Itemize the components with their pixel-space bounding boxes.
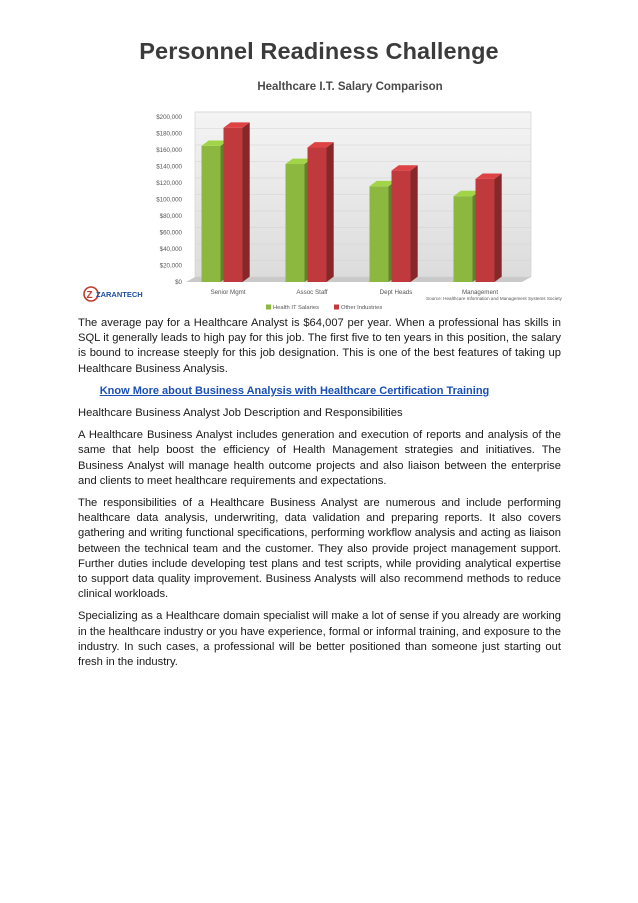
paragraph-specializing: Specializing as a Healthcare domain specialist will make a lot of sense if you already are working in the healthcare industry or you have experience, formal or informal training, and exposure to the industry. In such cases, a professional will be better positioned than someone just starting out fresh in the industry. — [78, 610, 561, 669]
y-tick-label: $200,000 — [156, 114, 182, 121]
paragraph-description: A Healthcare Business Analyst includes generation and execution of reports and analysis of the same that help boost the efficiency of Health Management strategies and initiatives. The Business Analyst will manage health outcome projects and also liaison between the enterprise and clients to meet healthcare requirements and expectations. — [78, 429, 561, 487]
bar-other-industries-2 — [392, 165, 418, 282]
y-tick-label: $140,000 — [156, 163, 182, 171]
category-label: Senior Mgmt — [210, 289, 246, 296]
bar-other-industries-0 — [224, 122, 250, 282]
y-tick-label: $160,000 — [156, 147, 182, 154]
category-label: Dept Heads — [379, 289, 413, 296]
legend-swatch — [266, 305, 271, 310]
bar-other-industries-3 — [476, 173, 502, 282]
y-tick-label: $0 — [175, 279, 182, 286]
zarantech-logo — [82, 280, 143, 308]
category-label: Management — [461, 289, 499, 296]
y-tick-label: $40,000 — [159, 246, 182, 253]
paragraph-responsibilities: The responsibilities of a Healthcare Business Analyst are numerous and include performing healthcare data analysis, underwriting, data validation and preparing reports. It also covers gathering and writing functional specifications, performing workflow analysis and acting as liaison between the technical team and the customer. They also provide project management support. Further duties include developing test plans and test scripts, while providing analytical expertise to support data quality improvement. Business Analysts will also recommend methods to reduce clinical workloads. — [78, 497, 561, 601]
chart-title: Healthcare I.T. Salary Comparison — [257, 81, 443, 93]
certification-training-link[interactable]: Know More about Business Analysis with Healthcare Certification Training — [99, 384, 490, 397]
salary-figure — [78, 32, 562, 311]
category-label: Assoc Staff — [296, 289, 328, 296]
svg-text:ZARANTECH: ZARANTECH — [96, 290, 143, 299]
svg-text:Z: Z — [86, 290, 93, 301]
article-body — [78, 316, 561, 677]
legend-label: Other Industries — [341, 305, 383, 311]
y-tick-label: $80,000 — [159, 213, 182, 220]
y-tick-label: $20,000 — [159, 262, 182, 270]
y-tick-label: $100,000 — [156, 196, 182, 204]
page-title: Personnel Readiness Challenge — [139, 38, 499, 64]
legend-label: Health IT Salaries — [273, 305, 319, 311]
bar-other-industries-1 — [308, 142, 334, 282]
paragraph-salary: The average pay for a Healthcare Analyst is $64,007 per year. When a professional has skills in SQL it generally leads to high pay for this job. The first five to ten years in this position, the salary is bound to increase steeply for this job designation. This is one of the best features of taking up Healthcare Business Analysis. — [78, 317, 561, 375]
y-tick-label: $60,000 — [159, 229, 182, 237]
chart-source: Source: Healthcare Information and Management Systems Society — [426, 296, 562, 301]
legend-swatch — [334, 305, 339, 310]
y-tick-label: $180,000 — [156, 130, 182, 138]
y-tick-label: $120,000 — [156, 180, 182, 187]
section-heading: Healthcare Business Analyst Job Description and Responsibilities — [78, 407, 403, 420]
salary-chart — [78, 32, 562, 311]
